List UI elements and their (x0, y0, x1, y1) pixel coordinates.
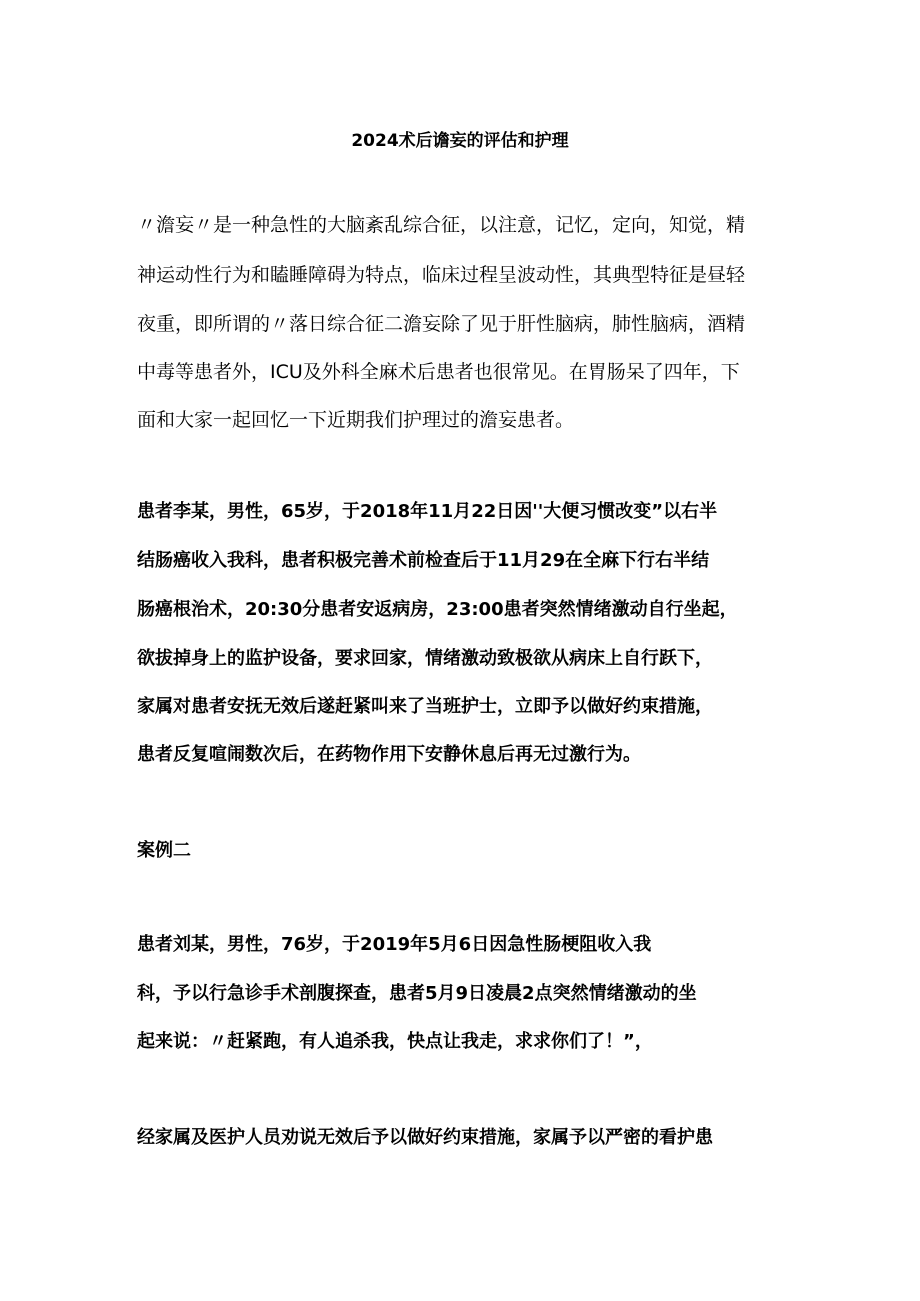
case2-heading: 案例二 (137, 840, 191, 861)
case2-line: 起来说：〃赶紧跑，有人追杀我，快点让我走，求求你们了！”， (137, 1031, 653, 1052)
case1-line: 肠癌根治术，20:30分患者安返病房，23:00患者突然情绪激动自行坐起， (137, 599, 738, 620)
case1-line: 欲拔掉身上的监护设备，要求回家，情绪激动致极欲从病床上自行跃下， (137, 648, 713, 669)
case2-continuation-line: 经家属及医护人员劝说无效后予以做好约束措施，家属予以严密的看护患 (137, 1127, 713, 1148)
case1-line: 结肠癌收入我科，患者积极完善术前检查后于11月29在全麻下行右半结 (137, 550, 710, 571)
case1-line: 患者李某，男性，65岁，于2018年11月22日因''大便习惯改变”以右半 (137, 501, 718, 522)
case1-line: 患者反复喧闹数次后，在药物作用下安静休息后再无过激行为。 (137, 744, 641, 765)
intro-line: 夜重，即所谓的〃落日综合征二澹妄除了见于肝性脑病，肺性脑病，酒精 (137, 313, 746, 335)
case2-line: 科，予以行急诊手术剖腹探查，患者5月9日凌晨2点突然情绪激动的坐 (137, 983, 697, 1004)
intro-line: 〃澹妄〃是一种急性的大脑紊乱综合征，以注意，记忆，定向，知觉，精 (137, 214, 746, 236)
intro-line: 神运动性行为和瞌睡障碍为特点，临床过程呈波动性，其典型特征是昼轻 (137, 264, 746, 286)
intro-line: 中毒等患者外，ICU及外科全麻术后患者也很常见。在胃肠呆了四年，下 (137, 361, 740, 383)
case1-line: 家属对患者安抚无效后遂赶紧叫来了当班护士，立即予以做好约束措施， (137, 696, 713, 717)
document-title: 2024术后谵妄的评估和护理 (351, 131, 569, 151)
intro-line: 面和大家一起回忆一下近期我们护理过的澹妄患者。 (137, 409, 575, 431)
case2-line: 患者刘某，男性，76岁，于2019年5月6日因急性肠梗阻收入我 (137, 934, 652, 955)
